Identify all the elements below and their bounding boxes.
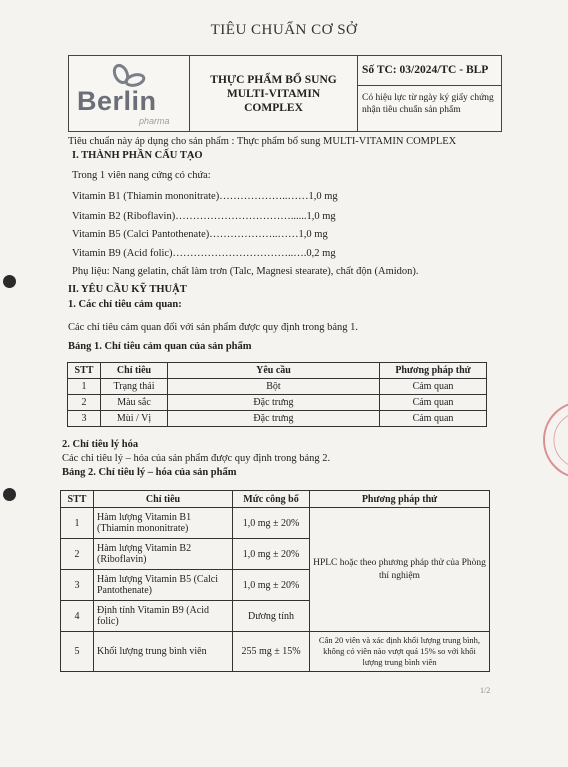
standard-info: [358, 56, 501, 131]
red-stamp-icon: [540, 395, 568, 485]
cell-method: Cảm quan: [380, 411, 487, 427]
intro-text: Tiêu chuẩn này áp dụng cho sản phẩm : Thực phẩm bổ sung MULTI-VITAMIN COMPLEX: [68, 136, 457, 147]
cell-method-merged: HPLC hoặc theo phương pháp thử của Phòng thí nghiệm: [310, 508, 490, 632]
cell-stt: 1: [68, 379, 101, 395]
table-row: [68, 395, 487, 411]
subsection-1-heading: 1. Các chỉ tiêu cảm quan:: [68, 299, 182, 310]
cell-requirement: Đặc trưng: [168, 411, 380, 427]
product-name: [190, 56, 358, 131]
physicochemical-table: [60, 490, 490, 672]
section-2-heading: II. YÊU CẦU KỸ THUẬT: [68, 284, 187, 295]
logo-text: Berlin: [77, 86, 157, 116]
cell-stt: 1: [61, 508, 94, 539]
ingredient-item: Vitamin B2 (Riboflavin)……………………………......1,0 mg: [72, 211, 336, 222]
cell-stt: 5: [61, 632, 94, 672]
table-header-row: [68, 363, 487, 379]
cell-criteria: Hàm lượng Vitamin B5 (Calci Pantothenate): [94, 570, 233, 601]
cell-criteria: Mùi / Vị: [101, 411, 168, 427]
product-line-2: MULTI-VITAMIN: [226, 87, 321, 100]
cell-method: Cân 20 viên và xác định khối lượng trung bình, không có viên nào vượt quá 15% so với khối lượng trung bình viên: [310, 632, 490, 672]
cell-stt: 2: [68, 395, 101, 411]
cell-declared-level: 255 mg ± 15%: [233, 632, 310, 672]
col-header-stt: STT: [68, 363, 101, 379]
table-2-caption: Bảng 2. Chỉ tiêu lý – hóa của sản phẩm: [62, 467, 237, 478]
cell-method: Cảm quan: [380, 379, 487, 395]
product-line-3: COMPLEX: [244, 101, 303, 114]
page-number: 1/2: [480, 686, 491, 695]
sensory-table: [67, 362, 487, 427]
cell-stt: 2: [61, 539, 94, 570]
ingredient-item: Vitamin B1 (Thiamin mononitrate)………………..……1,0 mg: [72, 191, 338, 202]
cell-declared-level: 1,0 mg ± 20%: [233, 508, 310, 539]
logo-subtext: pharma: [139, 116, 170, 126]
table-row: [61, 632, 490, 672]
cell-declared-level: Dương tính: [233, 601, 310, 632]
col-header-requirement: Yêu cầu: [168, 363, 380, 379]
punch-hole-icon: [3, 275, 16, 288]
company-logo: [69, 56, 190, 131]
col-header-criteria: Chỉ tiêu: [101, 363, 168, 379]
cell-declared-level: 1,0 mg ± 20%: [233, 539, 310, 570]
col-header-criteria: Chỉ tiêu: [94, 491, 233, 508]
punch-hole-icon: [3, 488, 16, 501]
cell-requirement: Bột: [168, 379, 380, 395]
cell-criteria: Khối lượng trung bình viên: [94, 632, 233, 672]
cell-criteria: Màu sắc: [101, 395, 168, 411]
cell-declared-level: 1,0 mg ± 20%: [233, 570, 310, 601]
section-1-heading: I. THÀNH PHẦN CẤU TẠO: [72, 150, 203, 161]
cell-criteria: Hàm lượng Vitamin B2 (Riboflavin): [94, 539, 233, 570]
page-title: TIÊU CHUẨN CƠ SỞ: [210, 22, 358, 38]
ingredient-item: Vitamin B5 (Calci Pantothenate)………………..……1,0 mg: [72, 229, 328, 240]
product-line-1: THỰC PHẨM BỔ SUNG: [210, 73, 337, 86]
ingredient-item: Vitamin B9 (Acid folic)……………………………..….0,2 mg: [72, 248, 336, 259]
table-row: [61, 508, 490, 539]
cell-stt: 4: [61, 601, 94, 632]
document-header: [68, 55, 502, 132]
subsection-1-text: Các chỉ tiêu cảm quan đối với sản phẩm được quy định trong bảng 1.: [68, 322, 359, 333]
col-header-method: Phương pháp thử: [380, 363, 487, 379]
cell-method: Cảm quan: [380, 395, 487, 411]
excipients-text: Phụ liệu: Nang gelatin, chất làm trơn (Talc, Magnesi stearate), chất độn (Amidon).: [72, 266, 419, 277]
standard-number: Số TC: 03/2024/TC - BLP: [358, 56, 501, 86]
table-row: [68, 379, 487, 395]
cell-stt: 3: [61, 570, 94, 601]
subsection-2-heading: 2. Chỉ tiêu lý hóa: [62, 439, 139, 450]
cell-criteria: Định tính Vitamin B9 (Acid folic): [94, 601, 233, 632]
subsection-2-text: Các chỉ tiêu lý – hóa của sản phẩm được quy định trong bảng 2.: [62, 453, 331, 464]
table-1-caption: Bảng 1. Chỉ tiêu cảm quan của sản phẩm: [68, 341, 252, 352]
cell-stt: 3: [68, 411, 101, 427]
col-header-method: Phương pháp thử: [310, 491, 490, 508]
validity-note: Có hiệu lực từ ngày ký giấy chứng nhận tiêu chuẩn sản phẩm: [362, 93, 494, 115]
cell-requirement: Đặc trưng: [168, 395, 380, 411]
table-header-row: [61, 491, 490, 508]
col-header-stt: STT: [61, 491, 94, 508]
table-row: [68, 411, 487, 427]
section-1-lead: Trong 1 viên nang cứng có chứa:: [72, 170, 211, 181]
cell-criteria: Trạng thái: [101, 379, 168, 395]
col-header-declared-level: Mức công bố: [233, 491, 310, 508]
cell-criteria: Hàm lượng Vitamin B1 (Thiamin mononitrate): [94, 508, 233, 539]
